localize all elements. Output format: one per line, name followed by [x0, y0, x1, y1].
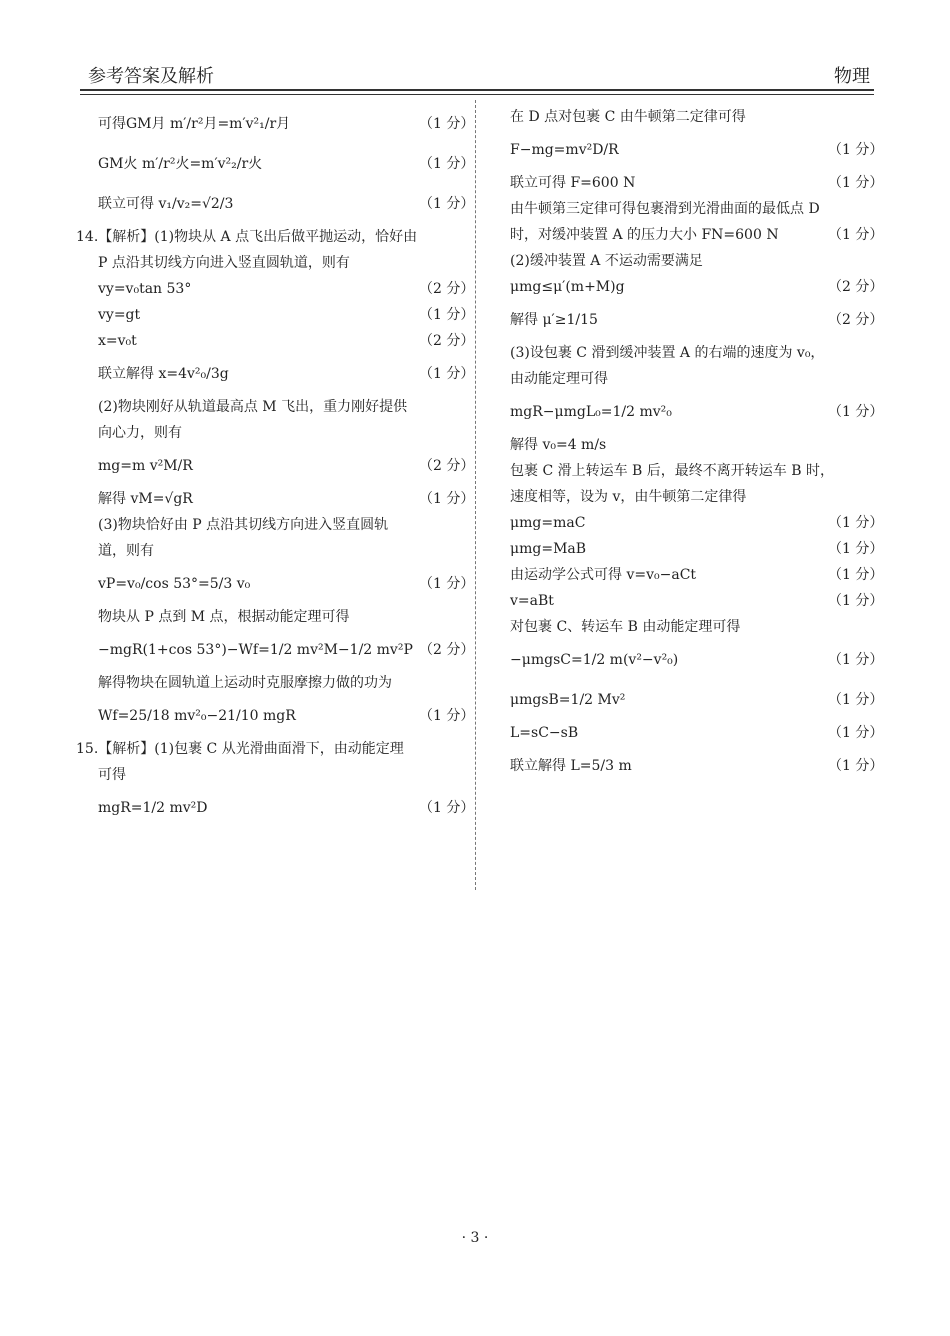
solution-line — [98, 276, 475, 302]
solution-line — [98, 696, 475, 736]
header-subject: 物理 — [834, 66, 870, 87]
solution-line — [510, 300, 884, 340]
score-mark: （1 分） — [828, 758, 884, 774]
line-text: 15.【解析】(1)包裹 C 从光滑曲面滑下，由动能定理 — [76, 741, 404, 757]
solution-line — [510, 680, 884, 720]
score-mark: （1 分） — [419, 576, 475, 592]
line-text: 在 D 点对包裹 C 由牛顿第二定律可得 — [510, 109, 746, 125]
solution-line — [98, 564, 475, 604]
solution-line — [98, 630, 475, 670]
line-text: 解得 vM=√gR — [98, 491, 193, 507]
score-mark: （1 分） — [828, 142, 884, 158]
solution-line — [98, 144, 475, 184]
page-number: · 3 · — [461, 1230, 489, 1246]
line-text: F−mg=mv²D/R — [510, 142, 619, 158]
line-text: 解得物块在圆轨道上运动时克服摩擦力做的功为 — [98, 675, 392, 691]
line-text: 可得 — [98, 767, 126, 783]
line-text: 联立可得 v₁/v₂=√2/3 — [98, 196, 234, 212]
solution-line — [98, 604, 463, 630]
solution-line — [98, 486, 475, 512]
score-mark: （1 分） — [828, 175, 884, 191]
line-text: 由运动学公式可得 v=v₀−aCt — [510, 567, 697, 583]
solution-line — [510, 536, 884, 562]
line-text: 解得 μ′≥1/15 — [510, 312, 598, 328]
line-text: 向心力，则有 — [98, 425, 182, 441]
solution-line — [98, 250, 463, 276]
score-mark: （1 分） — [828, 404, 884, 420]
score-mark: （1 分） — [828, 652, 884, 668]
line-text: (2)物块刚好从轨道最高点 M 飞出，重力刚好提供 — [98, 399, 408, 415]
score-mark: （1 分） — [419, 366, 475, 382]
line-text: vy=v₀tan 53° — [98, 281, 192, 297]
score-mark: （1 分） — [828, 593, 884, 609]
score-mark: （1 分） — [419, 116, 475, 132]
solution-line — [510, 274, 884, 300]
score-mark: （1 分） — [419, 307, 475, 323]
left-column — [76, 104, 475, 828]
line-text: 联立可得 F=600 N — [510, 175, 636, 191]
solution-line — [510, 340, 872, 366]
solution-line — [98, 446, 475, 486]
solution-line — [510, 720, 884, 746]
solution-line — [510, 222, 884, 248]
solution-line — [98, 788, 475, 828]
header-rule-thin — [80, 94, 874, 95]
score-mark: （2 分） — [419, 458, 475, 474]
score-mark: （1 分） — [828, 515, 884, 531]
line-text: 物块从 P 点到 M 点，根据动能定理可得 — [98, 609, 350, 625]
line-text: P 点沿其切线方向进入竖直圆轨道，则有 — [98, 255, 350, 271]
score-mark: （2 分） — [419, 281, 475, 297]
solution-line — [98, 184, 475, 224]
score-mark: （2 分） — [419, 642, 475, 658]
line-text: μmgsB=1/2 Mv² — [510, 692, 626, 708]
solution-line — [510, 366, 872, 392]
score-mark: （1 分） — [828, 567, 884, 583]
solution-line — [76, 736, 463, 762]
solution-line — [98, 328, 475, 354]
solution-line — [98, 354, 475, 394]
right-column — [510, 104, 884, 786]
line-text: 由动能定理可得 — [510, 371, 608, 387]
solution-line — [98, 538, 463, 564]
line-text: 包裹 C 滑上转运车 B 后，最终不离开转运车 B 时， — [510, 463, 834, 479]
score-mark: （1 分） — [419, 491, 475, 507]
score-mark: （2 分） — [828, 312, 884, 328]
solution-line — [510, 746, 884, 786]
line-text: 联立解得 L=5/3 m — [510, 758, 632, 774]
solution-line — [98, 670, 463, 696]
line-text: mgR−μmgL₀=1/2 mv²₀ — [510, 404, 672, 420]
column-divider — [475, 100, 476, 890]
score-mark: （1 分） — [419, 708, 475, 724]
solution-line — [76, 224, 463, 250]
solution-line — [510, 588, 884, 614]
line-text: μmg≤μ′(m+M)g — [510, 279, 625, 295]
header-rule — [80, 89, 874, 91]
solution-line — [510, 104, 872, 130]
score-mark: （2 分） — [828, 279, 884, 295]
solution-line — [510, 196, 872, 222]
line-text: 解得 v₀=4 m/s — [510, 437, 607, 453]
solution-line — [510, 432, 872, 458]
score-mark: （1 分） — [828, 227, 884, 243]
line-text: mg=m v²M/R — [98, 458, 193, 474]
line-text: Wf=25/18 mv²₀−21/10 mgR — [98, 708, 296, 724]
line-text: vP=v₀/cos 53°=5/3 v₀ — [98, 576, 251, 592]
solution-line — [98, 302, 475, 328]
page-header — [88, 58, 874, 92]
line-text: vy=gt — [98, 307, 141, 323]
line-text: 对包裹 C、转运车 B 由动能定理可得 — [510, 619, 741, 635]
score-mark: （1 分） — [419, 156, 475, 172]
solution-line — [510, 510, 884, 536]
score-mark: （1 分） — [828, 692, 884, 708]
line-text: (3)物块恰好由 P 点沿其切线方向进入竖直圆轨 — [98, 517, 389, 533]
solution-line — [510, 392, 884, 432]
line-text: 道，则有 — [98, 543, 154, 559]
solution-line — [510, 562, 884, 588]
solution-line — [510, 170, 884, 196]
line-text: x=v₀t — [98, 333, 137, 349]
solution-line — [98, 104, 475, 144]
line-text: (3)设包裹 C 滑到缓冲装置 A 的右端的速度为 v₀， — [510, 345, 825, 361]
line-text: 时，对缓冲装置 A 的压力大小 FN=600 N — [510, 227, 779, 243]
line-text: (2)缓冲装置 A 不运动需要满足 — [510, 253, 703, 269]
line-text: 由牛顿第三定律可得包裹滑到光滑曲面的最低点 D — [510, 201, 820, 217]
line-text: 可得GM月 m′/r²月=m′v²₁/r月 — [98, 116, 291, 132]
line-text: GM火 m′/r²火=m′v²₂/r火 — [98, 156, 263, 172]
solution-line — [510, 640, 884, 680]
score-mark: （1 分） — [419, 800, 475, 816]
line-text: μmg=MaB — [510, 541, 587, 557]
line-text: mgR=1/2 mv²D — [98, 800, 208, 816]
line-text: 联立解得 x=4v²₀/3g — [98, 366, 229, 382]
solution-line — [98, 394, 463, 420]
line-text: −μmgsC=1/2 m(v²−v²₀) — [510, 652, 679, 668]
solution-line — [98, 420, 463, 446]
score-mark: （1 分） — [828, 725, 884, 741]
solution-line — [510, 130, 884, 170]
score-mark: （2 分） — [419, 333, 475, 349]
header-title: 参考答案及解析 — [88, 66, 214, 87]
score-mark: （1 分） — [828, 541, 884, 557]
solution-line — [510, 484, 872, 510]
line-text: μmg=maC — [510, 515, 586, 531]
score-mark: （1 分） — [419, 196, 475, 212]
line-text: L=sC−sB — [510, 725, 579, 741]
solution-line — [510, 614, 872, 640]
solution-line — [510, 248, 872, 274]
line-text: −mgR(1+cos 53°)−Wf=1/2 mv²M−1/2 mv²P — [98, 642, 413, 658]
solution-line — [98, 762, 463, 788]
line-text: v=aBt — [510, 593, 554, 609]
solution-line — [510, 458, 872, 484]
line-text: 14.【解析】(1)物块从 A 点飞出后做平抛运动，恰好由 — [76, 229, 418, 245]
solution-line — [98, 512, 463, 538]
line-text: 速度相等，设为 v，由牛顿第二定律得 — [510, 489, 747, 505]
